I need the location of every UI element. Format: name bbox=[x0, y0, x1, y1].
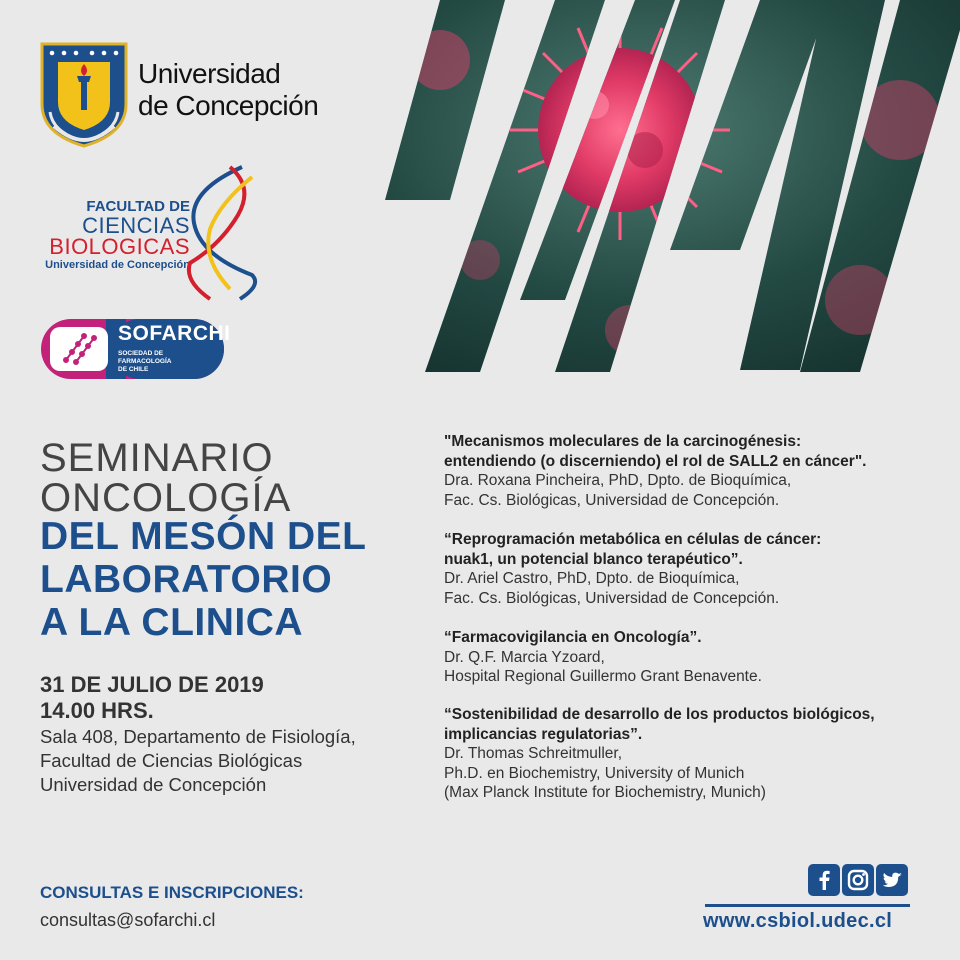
contact-label: CONSULTAS E INSCRIPCIONES: bbox=[40, 883, 304, 902]
talk-title: nuak1, un potencial blanco terapéutico”. bbox=[444, 550, 743, 568]
talk-speaker: Fac. Cs. Biológicas, Universidad de Concepción. bbox=[444, 589, 780, 607]
event-location bbox=[40, 725, 356, 797]
faculty-line1: FACULTAD DE bbox=[86, 198, 190, 215]
contact-email-link[interactable]: consultas@sofarchi.cl bbox=[40, 910, 216, 930]
faculty-line2: CIENCIAS bbox=[82, 213, 190, 238]
faculty-line4: Universidad de Concepción bbox=[45, 259, 190, 271]
facebook-icon[interactable] bbox=[808, 864, 840, 896]
title-line4: LABORATORIO bbox=[40, 558, 333, 601]
title-line2: ONCOLOGÍA bbox=[40, 476, 292, 520]
twitter-icon[interactable] bbox=[876, 864, 908, 896]
hero-virus-image bbox=[380, 0, 960, 372]
talk-speaker: Fac. Cs. Biológicas, Universidad de Concepción. bbox=[444, 491, 780, 509]
talk-speaker: Dr. Ariel Castro, PhD, Dpto. de Bioquímica, bbox=[444, 570, 740, 587]
talk-speaker: (Max Planck Institute for Biochemistry, Munich) bbox=[444, 784, 766, 801]
talk-title: entendiendo (o discerniendo) el rol de SALL2 en cáncer". bbox=[444, 452, 867, 470]
faculty-wordmark bbox=[40, 198, 190, 272]
event-place-line2: Facultad de Ciencias Biológicas bbox=[40, 750, 303, 771]
dna-helix-icon bbox=[180, 163, 262, 303]
sofarchi-subtitle-line1: SOCIEDAD DE FARMACOLOGÍA bbox=[118, 350, 172, 365]
talk-title: “Sostenibilidad de desarrollo de los productos biológicos, bbox=[444, 706, 875, 723]
talk-title: "Mecanismos moleculares de la carcinogénesis: bbox=[444, 433, 802, 450]
event-time: 14.00 HRS. bbox=[40, 698, 154, 723]
talk-item bbox=[444, 432, 944, 510]
talk-title: implicancias regulatorias”. bbox=[444, 725, 643, 743]
title-line5: A LA CLINICA bbox=[40, 601, 304, 644]
sofarchi-subtitle bbox=[118, 350, 218, 374]
udec-wordmark bbox=[138, 58, 318, 122]
talk-item bbox=[444, 705, 944, 803]
udec-name-line1: Universidad bbox=[138, 58, 281, 89]
talk-speaker: Dr. Q.F. Marcia Yzoard, bbox=[444, 648, 605, 666]
talk-item bbox=[444, 628, 944, 687]
sofarchi-subtitle-line2: DE CHILE bbox=[118, 366, 149, 373]
talk-speaker: Dra. Roxana Pincheira, PhD, Dpto. de Bioquímica, bbox=[444, 472, 792, 489]
talk-speaker: Hospital Regional Guillermo Grant Benavente. bbox=[444, 668, 762, 685]
faculty-line3: BIOLOGICAS bbox=[49, 234, 190, 259]
event-place-line1: Sala 408, Departamento de Fisiología, bbox=[40, 726, 356, 747]
event-datetime bbox=[40, 672, 264, 724]
sofarchi-name: SOFARCHI bbox=[118, 322, 231, 345]
instagram-icon[interactable] bbox=[842, 864, 874, 896]
website-link[interactable]: www.csbiol.udec.cl bbox=[703, 910, 893, 932]
talk-item bbox=[444, 530, 944, 608]
talk-title: “Farmacovigilancia en Oncología”. bbox=[444, 629, 702, 646]
talk-speaker: Ph.D. en Biochemistry, University of Munich bbox=[444, 764, 745, 782]
talk-speaker: Dr. Thomas Schreitmuller, bbox=[444, 745, 623, 762]
udec-name-line2: de Concepción bbox=[138, 90, 319, 121]
event-place-line3: Universidad de Concepción bbox=[40, 774, 267, 795]
title-line1: SEMINARIO bbox=[40, 436, 274, 480]
udec-shield-logo bbox=[40, 42, 128, 148]
event-date: 31 DE JULIO DE 2019 bbox=[40, 672, 264, 697]
talk-title: “Reprogramación metabólica en células de cáncer: bbox=[444, 531, 822, 548]
footer-divider bbox=[705, 904, 910, 907]
title-line3: DEL MESÓN DEL bbox=[40, 515, 367, 558]
